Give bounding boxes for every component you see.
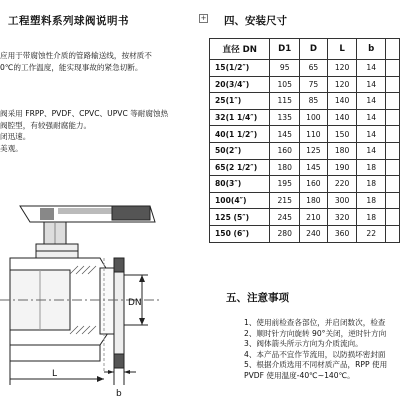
table-cell: 140 (327, 109, 357, 126)
materials-line: 美观。 (0, 143, 23, 153)
dn-dimension-label: DN (128, 298, 142, 308)
table-cell: 145 (299, 159, 327, 176)
note-item: 5、根据介质选用不同材质产品，RPP 使用 (244, 360, 388, 369)
intro-text (0, 50, 152, 73)
note-item: 4、本产品不宜作节流用，以防损坏密封面 (244, 349, 386, 359)
table-cell: 120 (327, 60, 357, 77)
valve-drawing (0, 190, 205, 400)
table-cell: 22 (357, 225, 386, 242)
cell-size: 150 (6″) (210, 225, 270, 242)
cell-size: 40(1 1/2″) (210, 126, 270, 143)
table-cell (386, 126, 400, 143)
table-cell: 100 (299, 109, 327, 126)
note-item: 2、顺时针方向旋转 90°关闭，逆时针方向 (244, 328, 387, 338)
cell-size: 20(3/4″) (210, 76, 270, 93)
header-dn: 直径 DN (210, 39, 270, 60)
materials-line: 阀采用 FRPP、PVDF、CPVC、UPVC 等耐腐蚀热 (0, 109, 169, 118)
table-cell: 14 (357, 126, 386, 143)
table-cell (386, 142, 400, 159)
table-cell: 110 (299, 126, 327, 143)
document-title: 工程塑料系列球阀说明书 (8, 15, 129, 27)
intro-line: 应用于带腐蚀性介质的管路输送线，按材质不 (0, 51, 152, 60)
installation-dimensions-table (209, 38, 400, 243)
table-row (210, 159, 400, 176)
l-dimension-label: L (52, 369, 58, 379)
table-cell (386, 60, 400, 77)
materials-text (0, 108, 168, 154)
table-cell: 135 (270, 109, 300, 126)
table-cell (386, 176, 400, 193)
table-cell: 85 (299, 93, 327, 110)
intro-line: 0℃的工作温度，能实现事故的紧急切断。 (0, 62, 143, 72)
cell-size: 32(1 1/4″) (210, 109, 270, 126)
cell-size: 50(2″) (210, 142, 270, 159)
table-row (210, 225, 400, 242)
table-cell: 75 (299, 76, 327, 93)
note-item: PVDF 使用温度-40℃~140℃。 (244, 370, 355, 380)
plus-box-icon[interactable]: + (200, 14, 207, 22)
cell-size: 65(2 1/2″) (210, 159, 270, 176)
materials-line: 阀腔型，有较强耐腐能力。 (0, 120, 92, 130)
cell-size: 100(4″) (210, 192, 270, 209)
header-d1: D1 (270, 39, 300, 60)
table-row (210, 126, 400, 143)
table-row (210, 60, 400, 77)
table-cell: 14 (357, 76, 386, 93)
table-cell (386, 159, 400, 176)
table-cell: 180 (299, 192, 327, 209)
table-cell: 180 (327, 142, 357, 159)
table-cell (386, 209, 400, 226)
note-item: 3、阀体箭头所示方向为介质流向。 (244, 339, 363, 348)
table-cell: 300 (327, 192, 357, 209)
section-5-title: 五、注意事项 (226, 292, 289, 304)
header-b: b (357, 39, 386, 60)
table-cell: 240 (299, 225, 327, 242)
header-d: D (299, 39, 327, 60)
table-cell (386, 109, 400, 126)
table-cell: 160 (299, 176, 327, 193)
notes-list (244, 318, 387, 381)
table-cell: 280 (270, 225, 300, 242)
table-cell: 190 (327, 159, 357, 176)
table-cell: 195 (270, 176, 300, 193)
header-l: L (327, 39, 357, 60)
table-cell: 18 (357, 209, 386, 226)
table-cell: 14 (357, 60, 386, 77)
table-cell: 14 (357, 109, 386, 126)
header-extra (386, 39, 400, 60)
table-cell: 140 (327, 93, 357, 110)
table-row (210, 209, 400, 226)
section-4-title: 四、安装尺寸 (224, 15, 287, 27)
cell-size: 125 (5″) (210, 209, 270, 226)
table-row (210, 192, 400, 209)
table-cell: 150 (327, 126, 357, 143)
table-cell: 14 (357, 93, 386, 110)
table-cell (386, 76, 400, 93)
cell-size: 80(3″) (210, 176, 270, 193)
table-cell: 215 (270, 192, 300, 209)
table-cell: 160 (270, 142, 300, 159)
table-cell (386, 225, 400, 242)
table-row (210, 142, 400, 159)
table-header-row (210, 39, 400, 60)
table-cell: 120 (327, 76, 357, 93)
table-cell: 65 (299, 60, 327, 77)
table-cell: 210 (299, 209, 327, 226)
table-cell: 245 (270, 209, 300, 226)
table-cell: 180 (270, 159, 300, 176)
table-cell: 360 (327, 225, 357, 242)
table-cell: 105 (270, 76, 300, 93)
table-cell: 18 (357, 159, 386, 176)
table-cell: 18 (357, 176, 386, 193)
b-dimension-label: b (116, 389, 122, 399)
table-row (210, 109, 400, 126)
materials-line: 闭迅速。 (0, 132, 31, 141)
note-item: 1、使用前检查各部位，并启闭数次，检查 (244, 318, 386, 327)
table-cell: 220 (327, 176, 357, 193)
table-row (210, 76, 400, 93)
table-row (210, 93, 400, 110)
table-cell: 145 (270, 126, 300, 143)
table-cell: 18 (357, 192, 386, 209)
table-cell: 320 (327, 209, 357, 226)
table-cell: 95 (270, 60, 300, 77)
table-cell: 125 (299, 142, 327, 159)
table-row (210, 176, 400, 193)
cell-size: 15(1/2″) (210, 60, 270, 77)
cell-size: 25(1″) (210, 93, 270, 110)
table-cell: 115 (270, 93, 300, 110)
table-cell (386, 93, 400, 110)
table-cell (386, 192, 400, 209)
table-cell: 14 (357, 142, 386, 159)
